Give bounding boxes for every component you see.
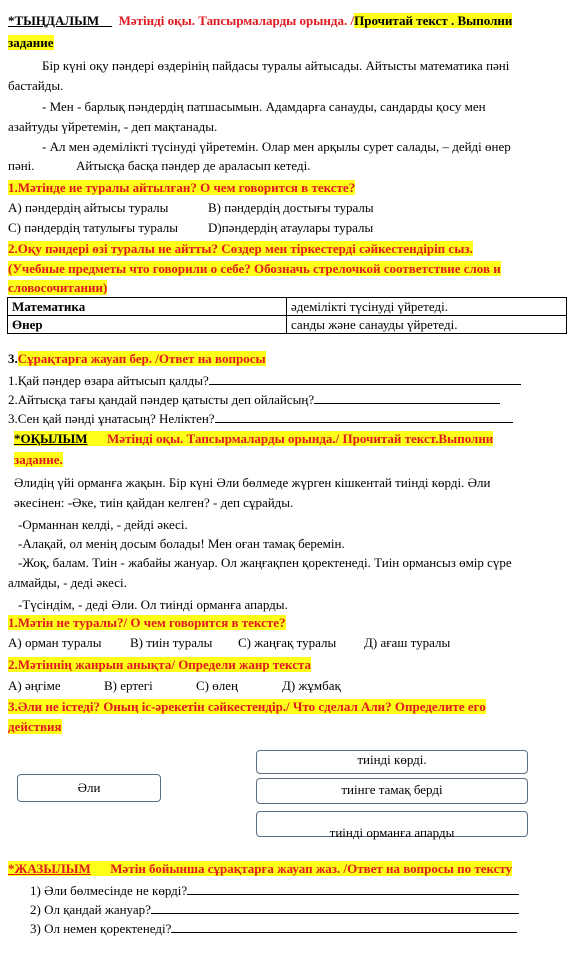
reading-q1-label: 1.Мәтін не туралы?/ О чем говорится в тексте? [8,615,286,630]
answer-line[interactable] [187,883,519,895]
listening-task-ru-cont: задание [8,35,54,50]
listening-text-line: бастайды. [8,78,64,93]
reading-q1-option-a: A) орман туралы [8,635,102,650]
listening-header [8,12,512,29]
reading-text-line: алмайды, - деді әкесі. [8,575,127,590]
listening-q3-label: Сұрақтарға жауап бер. /Ответ на вопросы [17,351,266,366]
listening-task-kk: Мәтінді оқы. Тапсырмаларды орында. / [118,13,355,28]
reading-task-cont: задание. [14,452,63,467]
reading-q2-option-c: C) өлең [196,678,238,693]
table-row [8,298,567,316]
listening-q2-label-ru: (Учебные предметы что говорили о себе? Обозначь стрелочкой соответствие слов и [8,261,501,276]
reading-header [14,430,493,447]
writing-question: 2) Ол қандай жануар? [30,901,519,918]
listening-text-line: азайтуды үйретемін, - деп мақтанады. [8,119,218,134]
reading-task: Мәтінді оқы. Тапсырмаларды орында./ Прочитай текст.Выполни [107,431,494,446]
listening-q3-question: 3.Сен қай пәнді ұнатасың? Неліктен? [8,410,513,427]
action-box-saw-squirrel[interactable]: тиінді көрді. [256,750,528,774]
table-cell-description: әдемілікті түсінуді үйретеді. [287,298,567,316]
reading-text-line: -Алақай, ол менің досым болады! Мен оған тамақ беремін. [18,536,345,551]
listening-text-line: Айтысқа басқа пәндер де араласып кетеді. [76,158,311,173]
action-box-fed-squirrel[interactable]: тиінге тамақ берді [256,778,528,804]
listening-q3-question: 1.Қай пәндер өзара айтысып қалды? [8,372,521,389]
reading-q2-option-a: A) әңгіме [8,678,61,693]
reading-title: *ОҚЫЛЫМ [14,431,88,446]
reading-q1-option-c: C) жаңғақ туралы [238,635,337,650]
reading-q2-label: 2.Мәтіннің жанрын анықта/ Определи жанр текста [8,657,312,672]
reading-text-line: -Түсіндім, - деді Әли. Ол тиінді орманға апарды. [18,597,288,612]
reading-q3-label: 3.Әли не істеді? Оның іс-әрекетін сәйкестендір./ Что сделал Али? Определите его [8,699,486,714]
reading-text-line: -Жоқ, балам. Тиін - жабайы жануар. Ол жаңғақпен қоректенеді. Тиін ормансыз өмір сүре [18,555,512,570]
answer-line[interactable] [209,373,521,385]
subject-box-ali[interactable]: Әли [17,774,161,802]
reading-q2-option-b: B) ертегі [104,678,153,693]
listening-q1-label: 1.Мәтінде не туралы айтылған? О чем говорится в тексте? [8,180,356,195]
listening-title: *ТЫҢДАЛЫМ [8,13,100,28]
reading-text-line: -Орманнан келді, - дейді әкесі. [18,517,188,532]
action-box-took-to-forest[interactable]: тиінді орманға апарды [256,811,528,837]
answer-line[interactable] [215,411,513,423]
reading-q1-option-b: B) тиін туралы [130,635,213,650]
listening-q2-label: 2.Оқу пәндері өзі туралы не айтты? Сөздер мен тіркестерді сәйкестендіріп сыз. [8,241,473,256]
answer-line[interactable] [151,902,519,914]
listening-task-ru: Прочитай текст . Выполни [354,13,513,28]
answer-line[interactable] [314,392,500,404]
listening-text-line: Бір күні оқу пәндері өздерінің пайдасы туралы айтысады. Айтысты математика пәні [42,58,510,73]
listening-q1-option-a: A) пәндердің айтысы туралы [8,200,169,215]
writing-title: *ЖАЗЫЛЫМ [8,861,91,876]
listening-q1-option-d: D)пәндердің атаулары туралы [208,220,374,235]
listening-text-line: пәні. [8,158,35,173]
reading-text-line: әкесінен: -Әке, тиін қайдан келген? - деп сұрайды. [14,495,294,510]
table-row [8,316,567,334]
table-cell-subject: Математика [8,298,287,316]
matching-table [7,297,567,334]
listening-q1-option-b: B) пәндердің достығы туралы [208,200,374,215]
listening-q3-question: 2.Айтысқа тағы қандай пәндер қатысты деп ойлайсың? [8,391,500,408]
writing-task: Мәтін бойынша сұрақтарға жауап жаз. /Ответ на вопросы по тексту [110,861,513,876]
writing-header [8,860,512,877]
writing-question: 3) Ол немен қоректенеді? [30,920,517,937]
reading-q3-label-cont: действия [8,719,62,734]
table-cell-subject: Өнер [8,316,287,334]
reading-q1-option-d: Д) ағаш туралы [364,635,451,650]
reading-text-line: Әлидің үйі орманға жақын. Бір күні Әли бөлмеде жүрген кішкентай тиінді көрді. Әли [14,475,491,490]
writing-question: 1) Әли бөлмесінде не көрді? [30,882,519,899]
answer-line[interactable] [171,921,517,933]
listening-q1-option-c: C) пәндердің татулығы туралы [8,220,178,235]
listening-q3-number: 3. [8,351,18,366]
table-cell-description: санды және санауды үйретеді. [287,316,567,334]
listening-text-line: - Ал мен әдемілікті түсінуді үйретемін. Олар мен арқылы сурет салады, – дейді өнер [42,139,511,154]
listening-text-line: - Мен - барлық пәндердің патшасымын. Адамдарға санауды, сандарды қосу мен [42,99,486,114]
reading-q2-option-d: Д) жұмбақ [282,678,341,693]
listening-q2-label-ru-cont: словосочитании) [8,280,108,295]
